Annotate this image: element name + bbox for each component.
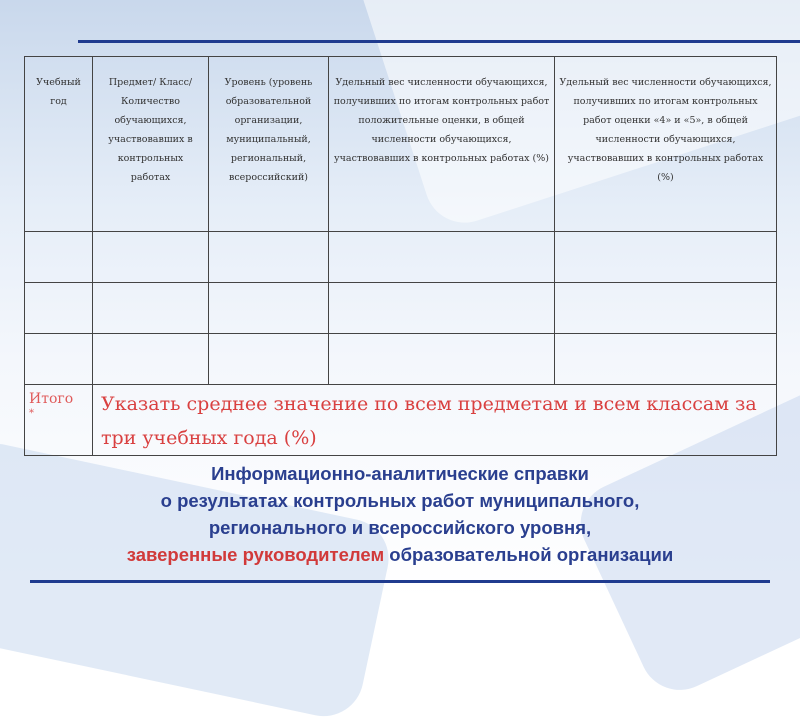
report-table	[24, 56, 777, 456]
table-cell	[93, 283, 209, 334]
caption-line: Информационно-аналитические справки	[211, 463, 589, 484]
total-label: Итого	[29, 391, 74, 407]
table-cell	[25, 283, 93, 334]
caption-red-text: заверенные	[126, 544, 238, 565]
header-cell-year: Учебный год	[25, 57, 93, 232]
table-cell	[209, 334, 329, 385]
slide-caption	[0, 460, 800, 568]
table-row	[25, 283, 777, 334]
total-text: Указать среднее значение по всем предметам и всем классам за три учебных года (%)	[101, 393, 757, 449]
table-cell	[555, 283, 777, 334]
table-cell	[329, 283, 555, 334]
caption-line: регионального и всероссийского уровня,	[208, 517, 592, 538]
caption-red-text: руководителем	[242, 544, 385, 565]
table-cell	[555, 334, 777, 385]
table-cell	[329, 232, 555, 283]
total-row	[25, 385, 777, 456]
header-cell-level: Уровень (уровень образовательной организации, муниципальный, региональный, всероссийский)	[209, 57, 329, 232]
table-cell	[93, 232, 209, 283]
top-divider	[78, 40, 800, 43]
table-row	[25, 232, 777, 283]
header-cell-positive-share: Удельный вес численности обучающихся, получивших по итогам контрольных работ положительные оценки, в общей численности обучающихся, участвовавших в контрольных работах (%)	[329, 57, 555, 232]
bottom-divider	[30, 580, 770, 583]
total-label-cell	[25, 385, 93, 456]
table-cell	[209, 283, 329, 334]
total-text-cell	[93, 385, 777, 456]
header-cell-good-share: Удельный вес численности обучающихся, получивших по итогам контрольных работ оценки «4» и «5», в общей численности обучающихся, участвовавших в контрольных работах (%)	[555, 57, 777, 232]
table-cell	[25, 232, 93, 283]
table-cell	[555, 232, 777, 283]
total-footnote-mark: *	[29, 408, 34, 419]
table-cell	[329, 334, 555, 385]
table-cell	[25, 334, 93, 385]
caption-line	[0, 541, 800, 568]
caption-blue-text: образовательной организации	[389, 544, 674, 565]
caption-line: о результатах контрольных работ муниципального,	[160, 490, 640, 511]
header-cell-subject: Предмет/ Класс/ Количество обучающихся, участвовавших в контрольных работах	[93, 57, 209, 232]
table-cell	[93, 334, 209, 385]
table-row	[25, 334, 777, 385]
table-cell	[209, 232, 329, 283]
table-header-row	[25, 57, 777, 232]
